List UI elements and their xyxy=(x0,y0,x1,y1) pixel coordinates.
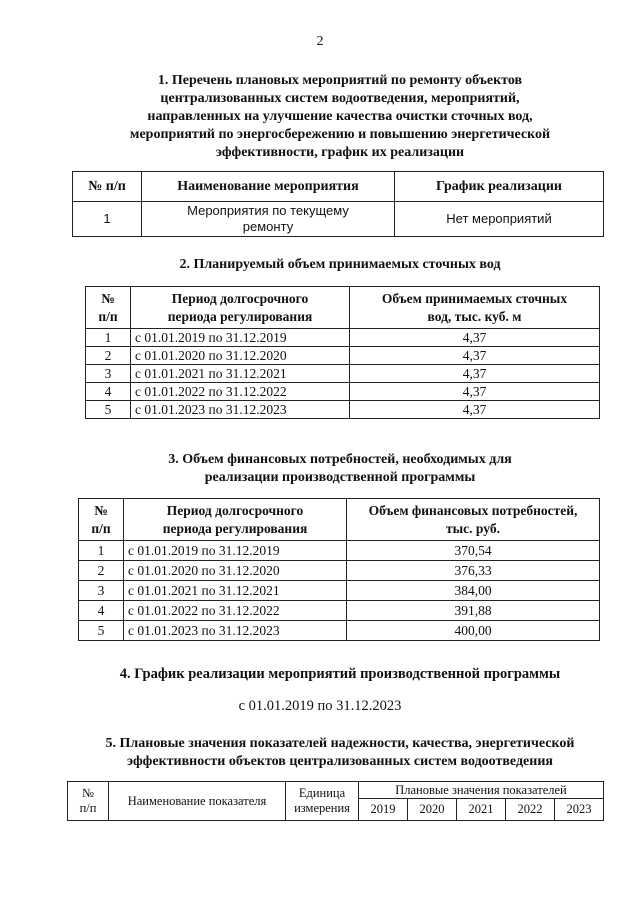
row-period: с 01.01.2021 по 31.12.2021 xyxy=(131,365,350,383)
row-period: с 01.01.2020 по 31.12.2020 xyxy=(131,347,350,365)
section2-title: 2. Планируемый объем принимаемых сточных вод xyxy=(179,257,501,272)
table-row xyxy=(79,561,600,581)
col-header-period: Период долгосрочного периода регулирования xyxy=(124,499,347,541)
row-volume: 4,37 xyxy=(350,347,600,365)
row-num: 5 xyxy=(79,621,124,641)
section4-period: с 01.01.2019 по 31.12.2023 xyxy=(238,698,402,714)
table-row xyxy=(79,601,600,621)
table-row xyxy=(86,401,600,419)
page-number: 2 xyxy=(316,34,324,49)
col-header-period: Период долгосрочного периода регулирования xyxy=(131,287,350,329)
col-header-year: 2022 xyxy=(505,799,554,821)
col-header-activity: Наименование мероприятия xyxy=(142,172,395,202)
row-period: с 01.01.2019 по 31.12.2019 xyxy=(124,541,347,561)
section4-title: 4. График реализации мероприятий производственной программы xyxy=(119,666,561,682)
table-row xyxy=(86,383,600,401)
row-period: с 01.01.2023 по 31.12.2023 xyxy=(131,401,350,419)
col-header-num: № п/п xyxy=(68,782,109,821)
row-num: 1 xyxy=(79,541,124,561)
row-period: с 01.01.2021 по 31.12.2021 xyxy=(124,581,347,601)
wastewater-volume-table xyxy=(85,286,600,419)
row-period: с 01.01.2020 по 31.12.2020 xyxy=(124,561,347,581)
col-header-indicator-name: Наименование показателя xyxy=(109,782,286,821)
section3-title: 3. Объем финансовых потребностей, необходимых для реализации производственной программы xyxy=(168,452,512,485)
col-header-volume: Объем принимаемых сточных вод, тыс. куб. м xyxy=(350,287,600,329)
col-header-planned-values: Плановые значения показателей xyxy=(359,782,604,799)
row-num: 4 xyxy=(79,601,124,621)
table-row xyxy=(79,541,600,561)
row-period: с 01.01.2022 по 31.12.2022 xyxy=(124,601,347,621)
table-header-row xyxy=(68,782,604,799)
row-num: 2 xyxy=(79,561,124,581)
col-header-num: № п/п xyxy=(73,172,142,202)
table-row xyxy=(79,581,600,601)
col-header-year: 2021 xyxy=(456,799,505,821)
table-header-row xyxy=(86,287,600,329)
col-header-unit: Единица измерения xyxy=(286,782,359,821)
row-num: 2 xyxy=(86,347,131,365)
col-header-num: № п/п xyxy=(79,499,124,541)
table-row xyxy=(86,365,600,383)
row-activity-name: Мероприятия по текущему ремонту xyxy=(142,202,395,237)
row-volume: 4,37 xyxy=(350,365,600,383)
table-row xyxy=(86,329,600,347)
row-num: 1 xyxy=(86,329,131,347)
col-header-schedule: График реализации xyxy=(395,172,604,202)
section1-title: 1. Перечень плановых мероприятий по ремонту объектов централизованных систем водоотведения, мероприятий, направленных на улучшение качества очистки сточных вод, мероприятий по энергосбережению и повышению энергетической эффективности, график их реализации xyxy=(129,73,551,160)
table-header-row xyxy=(73,172,604,202)
section5-title: 5. Плановые значения показателей надежности, качества, энергетической эффективности объектов централизованных систем водоотведения xyxy=(105,736,575,769)
row-volume: 4,37 xyxy=(350,401,600,419)
row-num: 1 xyxy=(73,202,142,237)
col-header-year: 2020 xyxy=(407,799,456,821)
row-amount: 391,88 xyxy=(347,601,600,621)
row-period: с 01.01.2019 по 31.12.2019 xyxy=(131,329,350,347)
col-header-financial-needs: Объем финансовых потребностей, тыс. руб. xyxy=(347,499,600,541)
row-num: 4 xyxy=(86,383,131,401)
table-row xyxy=(86,347,600,365)
table-row xyxy=(79,621,600,641)
col-header-year: 2019 xyxy=(359,799,408,821)
table-row xyxy=(73,202,604,237)
row-volume: 4,37 xyxy=(350,383,600,401)
row-amount: 384,00 xyxy=(347,581,600,601)
row-num: 3 xyxy=(86,365,131,383)
row-period: с 01.01.2023 по 31.12.2023 xyxy=(124,621,347,641)
row-period: с 01.01.2022 по 31.12.2022 xyxy=(131,383,350,401)
row-amount: 376,33 xyxy=(347,561,600,581)
financial-needs-table xyxy=(78,498,600,641)
row-schedule: Нет мероприятий xyxy=(395,202,604,237)
row-volume: 4,37 xyxy=(350,329,600,347)
col-header-num: № п/п xyxy=(86,287,131,329)
row-num: 3 xyxy=(79,581,124,601)
activities-table xyxy=(72,171,604,237)
indicators-table xyxy=(67,781,604,821)
col-header-year: 2023 xyxy=(554,799,603,821)
row-amount: 400,00 xyxy=(347,621,600,641)
table-header-row xyxy=(79,499,600,541)
row-num: 5 xyxy=(86,401,131,419)
row-amount: 370,54 xyxy=(347,541,600,561)
